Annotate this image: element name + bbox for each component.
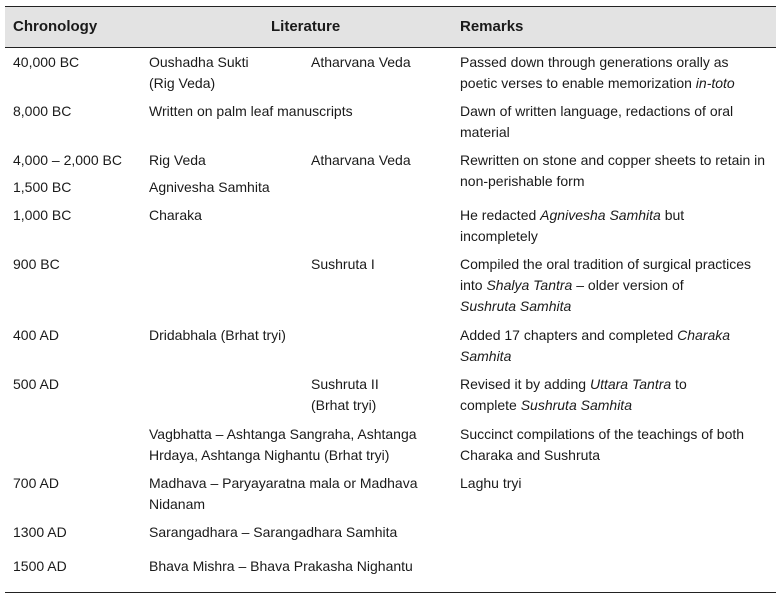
row-remarks: Rewritten on stone and copper sheets to retain in non-perishable form [460, 152, 766, 189]
row-remarks: Passed down through generations orally as poetic verses to enable memorization in-toto [460, 52, 735, 94]
row-date: 1,500 BC [13, 179, 72, 195]
remark-line-with-italic: Revised it by adding Uttara Tantra to [460, 376, 687, 392]
table-header [5, 6, 776, 48]
row-literature: Written on palm leaf manuscripts [149, 103, 353, 119]
row-literature: Bhava Mishra – Bhava Prakasha Nighantu [149, 558, 413, 574]
row-date: 500 AD [13, 376, 59, 392]
row-date: 8,000 BC [13, 103, 72, 119]
table-bottom-rule [5, 592, 776, 593]
row-literature: Rig Veda [149, 152, 206, 168]
row-date: 40,000 BC [13, 54, 80, 70]
row-literature-secondary: Atharvana Veda [311, 152, 411, 168]
row-literature: Agnivesha Samhita [149, 179, 270, 195]
remark-line-with-italic: He redacted Agnivesha Samhita but [460, 207, 685, 223]
row-literature: Oushadha Sukti (Rig Veda) [149, 54, 249, 91]
row-literature: Sarangadhara – Sarangadhara Samhita [149, 524, 398, 540]
row-remarks: He redacted Agnivesha Samhita but incompletely [460, 207, 685, 244]
remark-line-with-italic: Sushruta Samhita [460, 298, 572, 314]
row-date: 1300 AD [13, 524, 67, 540]
row-literature-secondary: Sushruta II (Brhat tryi) [311, 376, 379, 413]
row-remarks: Laghu tryi [460, 475, 522, 491]
row-date: 400 AD [13, 327, 59, 343]
row-remarks: Compiled the oral tradition of surgical practices into Shalya Tantra – older version of Sushruta Samhita [460, 254, 751, 317]
row-date: 700 AD [13, 475, 59, 491]
row-date: 900 BC [13, 256, 60, 272]
header-literature: Literature [271, 18, 341, 35]
row-literature: Charaka [149, 207, 202, 223]
row-remarks [460, 325, 730, 367]
row-literature-secondary: Sushruta I [311, 256, 375, 272]
row-literature: Vagbhatta – Ashtanga Sangraha, Ashtanga Hrdaya, Ashtanga Nighantu (Brhat tryi) [149, 426, 417, 463]
remark-line-with-italic: complete Sushruta Samhita [460, 397, 632, 413]
row-remarks: Succinct compilations of the teachings of both Charaka and Sushruta [460, 426, 745, 463]
remark-line-with-italic: Samhita [460, 348, 512, 364]
header-remarks: Remarks [460, 18, 524, 35]
row-date: 1500 AD [13, 558, 67, 574]
remark-line-with-italic: poetic verses to enable memorization in-toto [460, 75, 735, 91]
remark-line-with-italic: Added 17 chapters and completed Charaka [460, 327, 731, 343]
row-remarks [460, 374, 687, 416]
remark-line-with-italic: into Shalya Tantra – older version of [460, 277, 684, 293]
row-literature-secondary: Atharvana Veda [311, 54, 411, 70]
row-remarks: Dawn of written language, redactions of oral material [460, 103, 734, 140]
row-literature: Madhava – Paryayaratna mala or Madhava Nidanam [149, 475, 418, 512]
row-date: 4,000 – 2,000 BC [13, 152, 122, 168]
row-literature: Dridabhala (Brhat tryi) [149, 327, 286, 343]
header-chronology: Chronology [13, 18, 98, 35]
row-date: 1,000 BC [13, 207, 72, 223]
